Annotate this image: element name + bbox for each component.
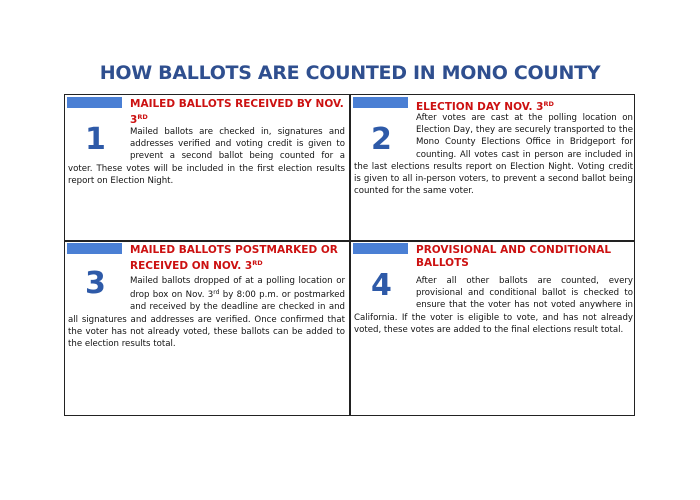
step-cell-1 [64, 95, 349, 240]
step-1-body-text: Mailed ballots are checked in, signatures and addresses verified and voting credit is given to prevent a second ballot being counted for a voter. These votes will be included in the first election results report on Election Night. [68, 127, 345, 186]
step-cell-2 [350, 95, 635, 240]
step-3-heading-text: MAILED BALLOTS POSTMARKED OR RECEIVED ON NOV. 3 [130, 244, 338, 272]
step-4-heading [416, 244, 616, 270]
step-3-body [68, 275, 345, 350]
step-4-number: 4 [371, 268, 392, 303]
step-1-body [68, 122, 345, 187]
step-3-body-part-1: Mailed ballots dropped of at a polling location or drop box on Nov. 3 [130, 276, 345, 301]
step-2-body-text: After votes are cast at the polling location on Election Day, they are securely transported to the Mono County Elections Office in Bridgeport for counting. All votes cast in person are included in the last elections results report on Election Night. Voting credit is given to all in-person voters, to prevent a second ballot being counted for the same voter. [354, 113, 633, 197]
step-2-accent-bar [353, 97, 408, 108]
step-3-accent-bar [67, 243, 122, 254]
step-cell-3 [64, 241, 349, 415]
step-2-heading-text: ELECTION DAY NOV. 3 [416, 101, 544, 113]
step-1-heading [130, 98, 345, 127]
step-2-heading-sup: RD [543, 100, 554, 108]
step-cell-4 [350, 241, 635, 415]
step-1-heading-sup: RD [137, 113, 148, 121]
page-title: HOW BALLOTS ARE COUNTED IN MONO COUNTY [99, 62, 601, 84]
step-4-body [354, 275, 633, 336]
step-4-heading-text: PROVISIONAL AND CONDITIONAL BALLOTS [416, 244, 612, 269]
step-2-body [354, 112, 633, 197]
step-4-body-text: After all other ballots are counted, every provisional and conditional ballot is checked to ensure that the voter has not voted anywhere in California. If the voter is eligible to vote, and has not already voted, these votes are added to the final elections result total. [354, 276, 633, 335]
step-3-heading-sup: RD [252, 259, 263, 267]
step-1-heading-text: MAILED BALLOTS RECEIVED BY NOV. 3 [130, 98, 344, 126]
step-3-body-part-2: by 8:00 p.m. or postmarked and received by the deadline are checked in and all signatures and addresses are verified. Once confirmed that the voter has not already voted, these ballots can be added to the election results total. [68, 290, 345, 350]
step-3-number: 3 [85, 266, 106, 301]
step-4-accent-bar [353, 243, 408, 254]
step-2-number: 2 [371, 122, 392, 157]
step-1-accent-bar [67, 97, 122, 108]
step-3-heading [130, 244, 345, 273]
step-1-number: 1 [85, 122, 106, 157]
step-3-body-sup: rd [213, 289, 220, 297]
